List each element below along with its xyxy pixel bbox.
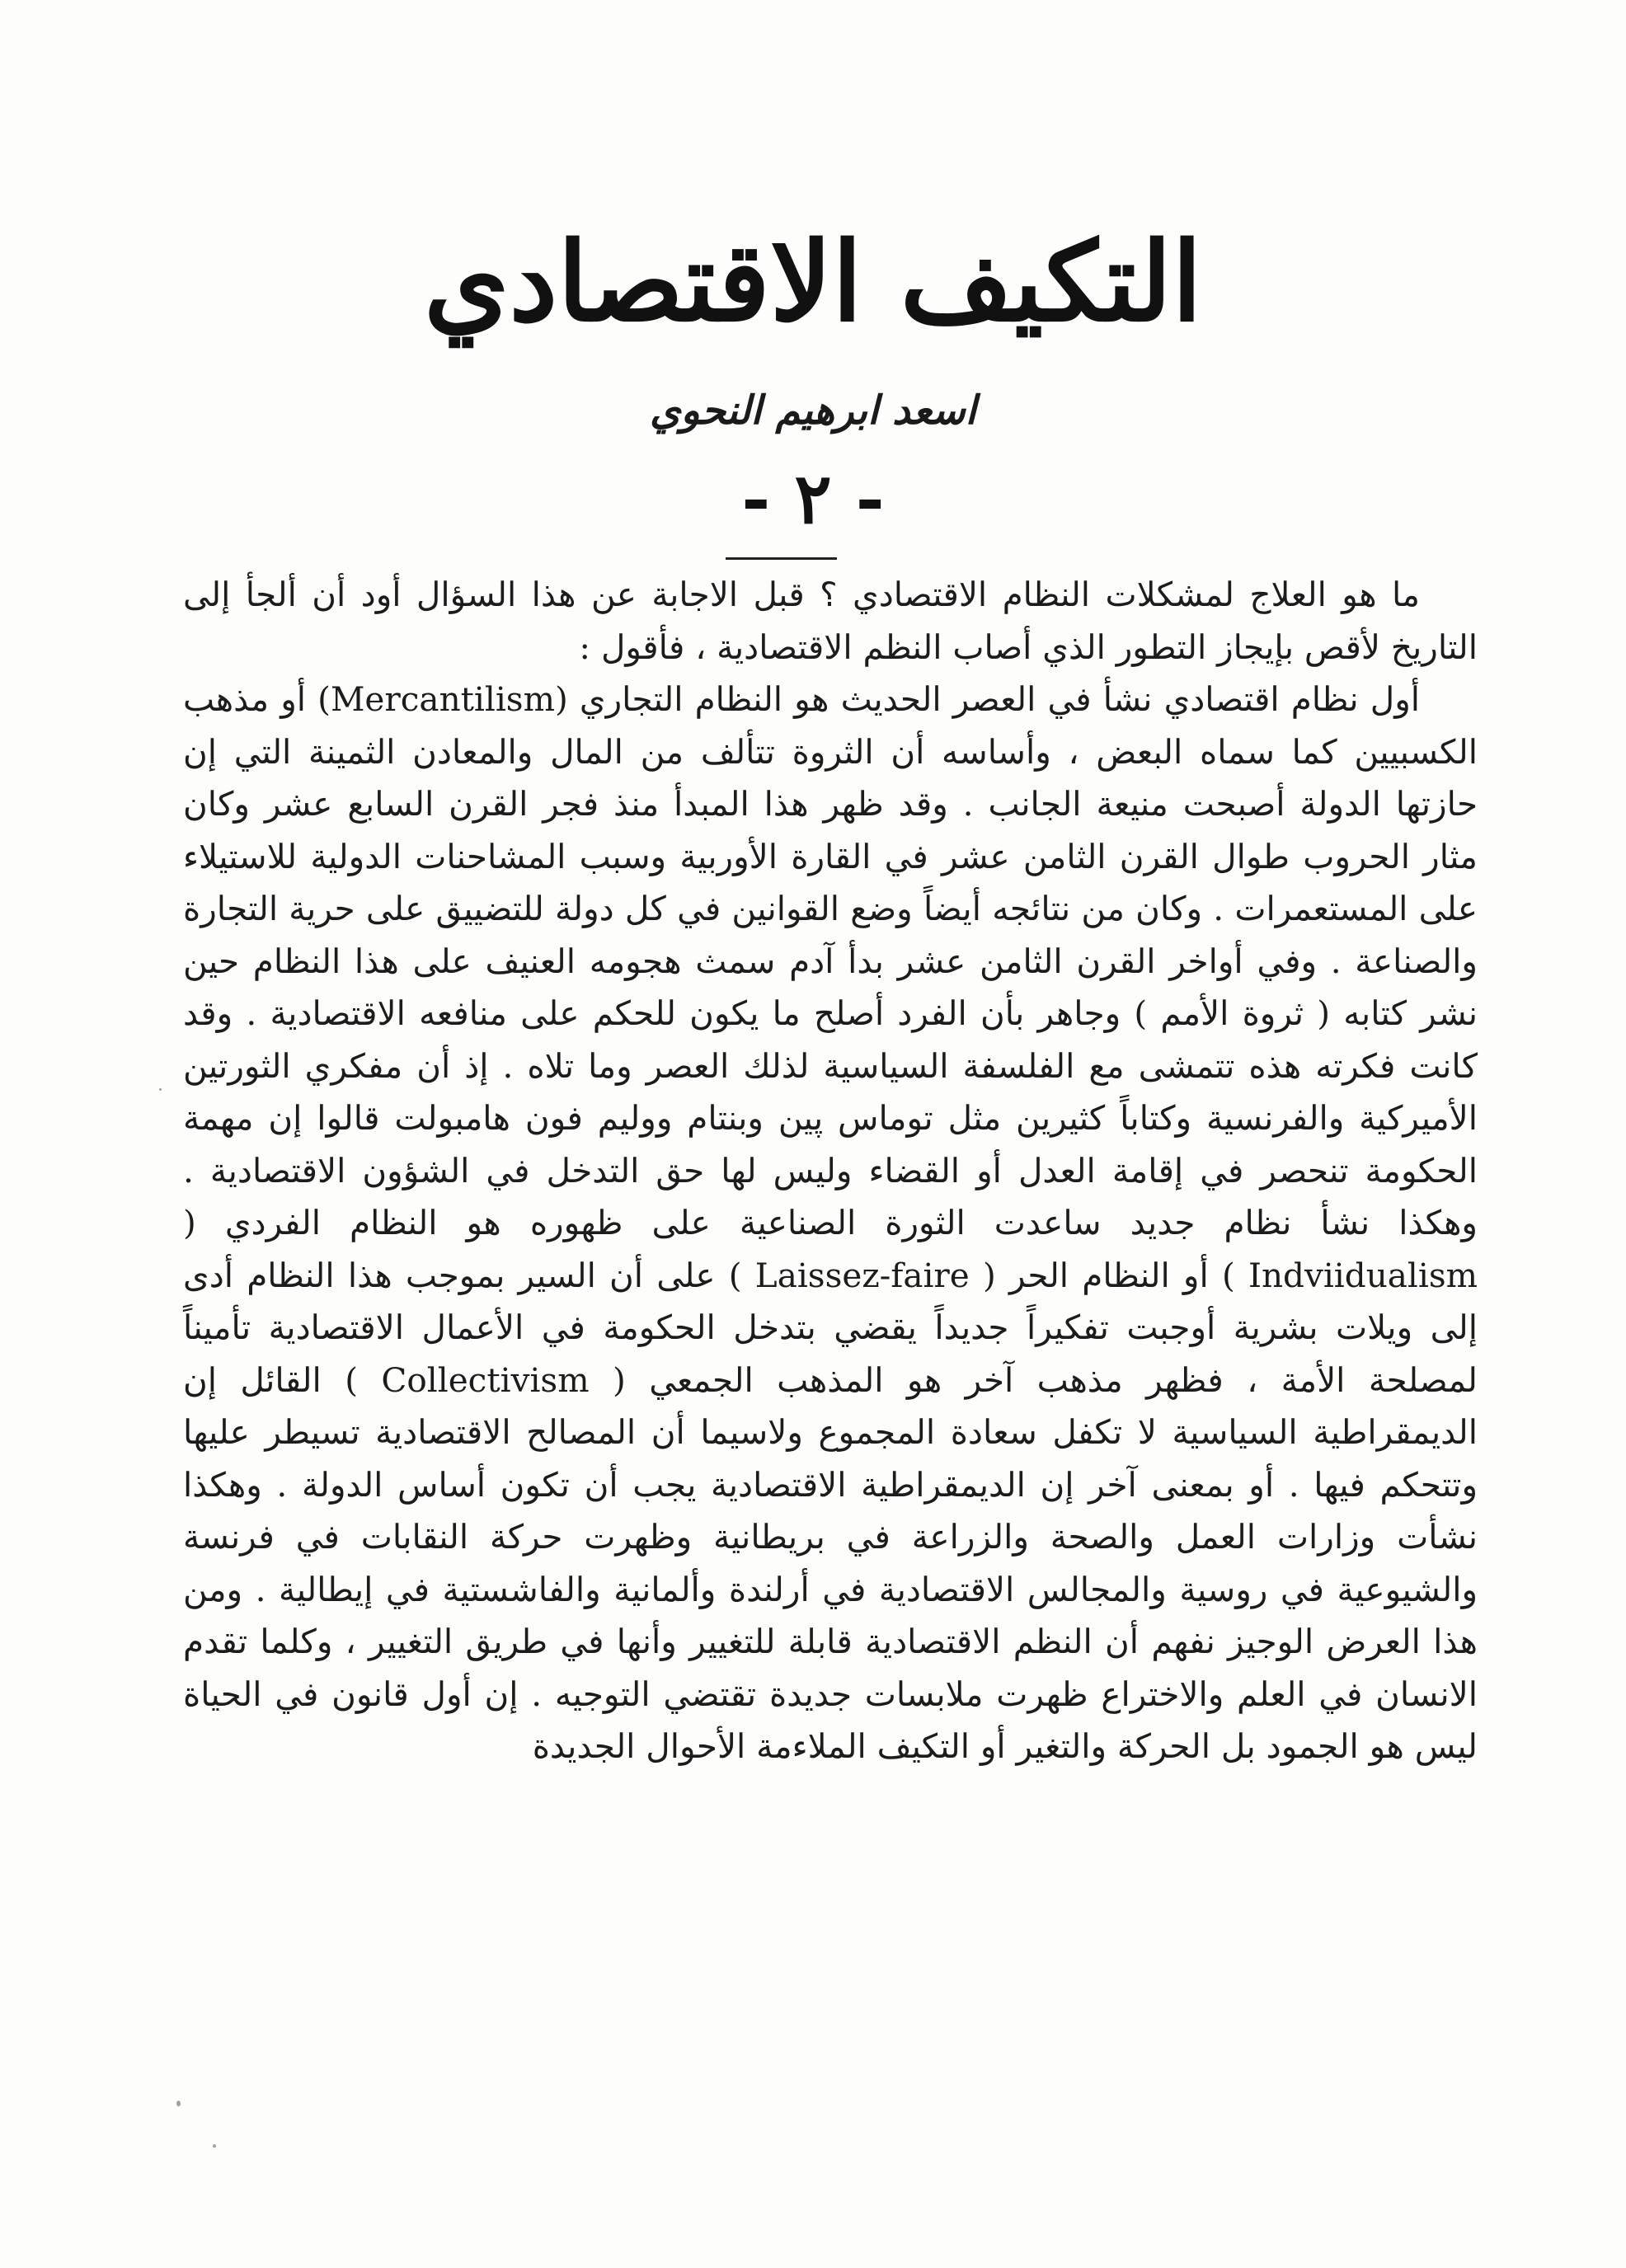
part-number: - ٢ -: [741, 458, 885, 539]
title-divider: [726, 557, 837, 560]
article-body: [183, 569, 1478, 1773]
scan-speck: [176, 2101, 181, 2106]
scan-speck: [159, 1088, 162, 1091]
author-signature: اسعد ابرهيم النحوي: [649, 387, 977, 434]
scan-speck: [213, 2144, 216, 2148]
paragraph-intro: ما هو العلاج لمشكلات النظام الاقتصادي ؟ قبل الاجابة عن هذا السؤال أود أن ألجأ إلى التاريخ لأقص بإيجاز التطور الذي أصاب النظم الاقتصادية ، فأقول :: [183, 575, 1478, 667]
article-title: التكيف الاقتصادي: [424, 218, 1202, 346]
paragraph-main: أول نظام اقتصادي نشأ في العصر الحديث هو النظام التجاري (Mercantilism) أو مذهب الكسبيين كما سماه البعض ، وأساسه أن الثروة تتألف من المال والمعادن الثمينة التي إن حازتها الدولة أصبحت منيعة الجانب . وقد ظهر هذا المبدأ منذ فجر القرن السابع عشر وكان مثار الحروب طوال القرن الثامن عشر في القارة الأوربية وسبب المشاحنات الدولية للاستيلاء على المستعمرات . وكان من نتائجه أيضاً وضع القوانين في كل دولة للتضييق على حرية التجارة والصناعة . وفي أواخر القرن الثامن عشر بدأ آدم سمث هجومه العنيف على هذا النظام حين نشر كتابه ( ثروة الأمم ) وجاهر بأن الفرد أصلح ما يكون للحكم على منافعه الاقتصادية . وقد كانت فكرته هذه تتمشى مع الفلسفة السياسية لذلك العصر وما تلاه . إذ أن مفكري الثورتين الأميركية والفرنسية وكتاباً كثيرين مثل توماس پين وبنتام ووليم فون هامبولت قالوا إن مهمة الحكومة تنحصر في إقامة العدل أو القضاء وليس لها حق التدخل في الشؤون الاقتصادية . وهكذا نشأ نظام جديد ساعدت الثورة الصناعية على ظهوره هو النظام الفردي ( Indviidualism ) أو النظام الحر ( Laissez-faire ) على أن السير بموجب هذا النظام أدى إلى ويلات بشرية أوجبت تفكيراً جديداً يقضي بتدخل الحكومة في الأعمال الاقتصادية تأميناً لمصلحة الأمة ، فظهر مذهب آخر هو المذهب الجمعي ( Collectivism ) القائل إن الديمقراطية السياسية لا تكفل سعادة المجموع ولاسيما أن المصالح الاقتصادية تسيطر عليها وتتحكم فيها . أو بمعنى آخر إن الديمقراطية الاقتصادية يجب أن تكون أساس الدولة . وهكذا نشأت وزارات العمل والصحة والزراعة في بريطانية وظهرت حركة النقابات في فرنسة والشيوعية في روسية والمجالس الاقتصادية في أرلندة وألمانية والفاشستية في إيطالية . ومن هذا العرض الوجيز نفهم أن النظم الاقتصادية قابلة للتغيير وأنها في طريق التغيير ، وكلما تقدم الانسان في العلم والاختراع ظهرت ملابسات جديدة تقتضي التوجيه . إن أول قانون في الحياة ليس هو الجمود بل الحركة والتغير أو التكيف الملاءمة الأحوال الجديدة: [183, 679, 1478, 1766]
